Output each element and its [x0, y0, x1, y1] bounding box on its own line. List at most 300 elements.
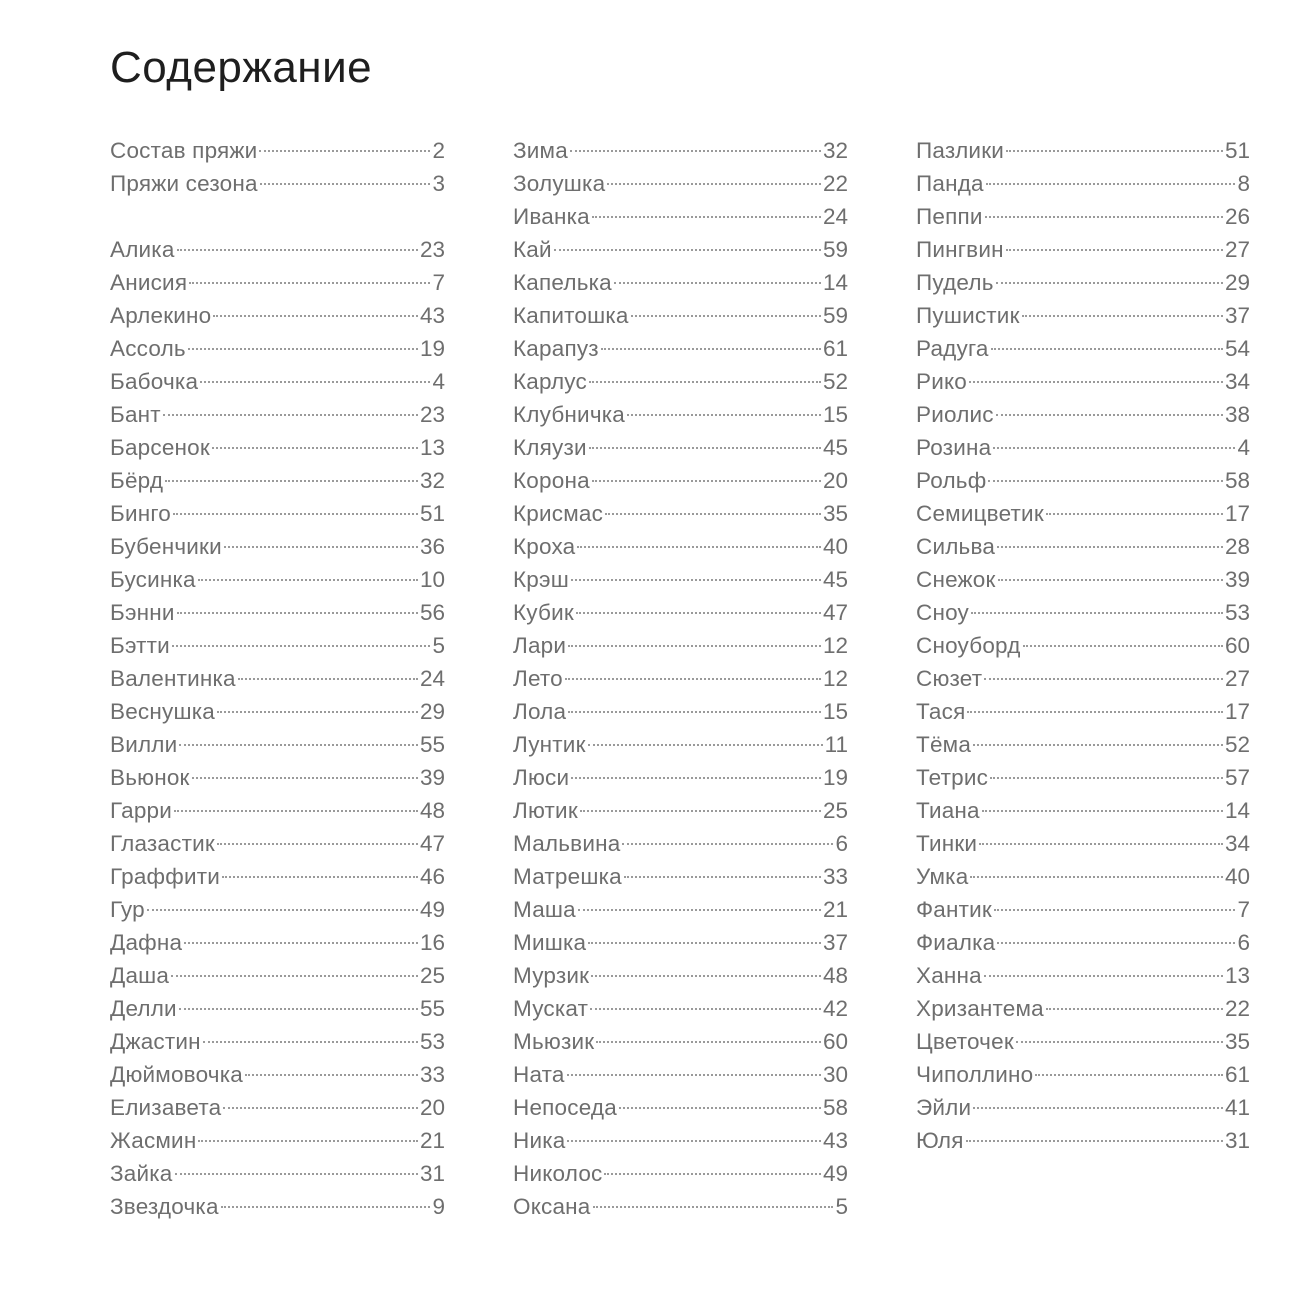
toc-entry — [513, 695, 848, 728]
toc-entry-page-number: 24 — [822, 204, 848, 229]
toc-entry-title: Бэтти — [110, 633, 170, 658]
toc-entry — [110, 695, 445, 728]
toc-entry-page-number: 52 — [822, 369, 848, 394]
toc-entry — [110, 365, 445, 398]
dot-leader — [1006, 249, 1223, 251]
toc-entry-page-number: 19 — [419, 336, 445, 361]
toc-entry-page-number: 36 — [419, 534, 445, 559]
toc-entry-title: Цветочек — [916, 1029, 1014, 1054]
toc-entry-title: Ханна — [916, 963, 982, 988]
dot-leader — [165, 480, 418, 482]
toc-entry-title: Сноу — [916, 600, 969, 625]
toc-entry-title: Люси — [513, 765, 570, 790]
toc-entry-title: Иванка — [513, 204, 590, 229]
toc-entry — [513, 959, 848, 992]
toc-entry-title: Тетрис — [916, 765, 989, 790]
toc-entry-page-number: 53 — [1224, 600, 1250, 625]
toc-entry-title: Капелька — [513, 270, 612, 295]
toc-entry-page-number: 17 — [1224, 501, 1250, 526]
toc-entry-title: Сюзет — [916, 666, 983, 691]
dot-leader — [173, 513, 418, 515]
toc-entry-title: Золушка — [513, 171, 606, 196]
dot-leader — [1035, 1074, 1223, 1076]
toc-entry — [916, 563, 1250, 596]
toc-entry-page-number: 51 — [419, 501, 445, 526]
toc-entry-title: Рольф — [916, 468, 987, 493]
toc-entry — [110, 530, 445, 563]
toc-entry — [513, 1157, 848, 1190]
toc-entry-page-number: 32 — [419, 468, 445, 493]
toc-entry-title: Фантик — [916, 897, 992, 922]
toc-entry — [110, 431, 445, 464]
toc-entry — [513, 1058, 848, 1091]
toc-entry — [110, 167, 445, 200]
dot-leader — [1023, 645, 1223, 647]
toc-entry-page-number: 35 — [822, 501, 848, 526]
toc-entry-page-number: 26 — [1224, 204, 1250, 229]
dot-leader — [1006, 150, 1223, 152]
dot-leader — [607, 183, 821, 185]
toc-entry — [916, 860, 1250, 893]
toc-entry-page-number: 12 — [822, 633, 848, 658]
toc-entry — [110, 1190, 445, 1223]
dot-leader — [986, 183, 1236, 185]
toc-entry-title: Тёма — [916, 732, 972, 757]
toc-entry-title: Елизавета — [110, 1095, 222, 1120]
toc-entry-page-number: 48 — [419, 798, 445, 823]
toc-entry-page-number: 27 — [1224, 666, 1250, 691]
toc-entry-title: Тинки — [916, 831, 978, 856]
toc-entry-page-number: 16 — [419, 930, 445, 955]
toc-entry-page-number: 25 — [822, 798, 848, 823]
toc-entry-title: Фиалка — [916, 930, 996, 955]
toc-entry-page-number: 37 — [1224, 303, 1250, 328]
toc-entry — [916, 1025, 1250, 1058]
toc-entry-title: Радуга — [916, 336, 989, 361]
toc-entry — [513, 728, 848, 761]
toc-intro-list — [110, 134, 445, 200]
dot-leader — [147, 909, 418, 911]
toc-entry-page-number: 21 — [822, 897, 848, 922]
toc-column-1 — [110, 134, 445, 1223]
toc-section-gap — [110, 200, 445, 233]
dot-leader — [1046, 1008, 1223, 1010]
toc-entry-title: Тиана — [916, 798, 980, 823]
toc-entry-title: Сноуборд — [916, 633, 1021, 658]
toc-entry — [916, 167, 1250, 200]
toc-entry — [513, 167, 848, 200]
toc-entry-page-number: 37 — [822, 930, 848, 955]
dot-leader — [571, 777, 821, 779]
toc-entry — [110, 1157, 445, 1190]
toc-entry — [110, 398, 445, 431]
toc-entry-title: Мальвина — [513, 831, 621, 856]
toc-entry-page-number: 34 — [1224, 369, 1250, 394]
dot-leader — [979, 843, 1223, 845]
toc-entry-page-number: 41 — [1224, 1095, 1250, 1120]
dot-leader — [627, 414, 821, 416]
toc-entry-title: Мурзик — [513, 963, 590, 988]
toc-entry-title: Кляузи — [513, 435, 587, 460]
dot-leader — [590, 1008, 821, 1010]
toc-entry — [513, 926, 848, 959]
dot-leader — [592, 480, 821, 482]
toc-entry — [513, 761, 848, 794]
toc-entry-page-number: 32 — [822, 138, 848, 163]
toc-entry — [110, 332, 445, 365]
toc-entry-page-number: 2 — [432, 138, 445, 163]
toc-entry-page-number: 56 — [419, 600, 445, 625]
toc-entry — [513, 1025, 848, 1058]
dot-leader — [1046, 513, 1223, 515]
toc-entry — [513, 497, 848, 530]
toc-entry-title: Арлекино — [110, 303, 212, 328]
toc-entry-title: Зайка — [110, 1161, 173, 1186]
toc-entry-page-number: 45 — [822, 435, 848, 460]
toc-entry-title: Крисмас — [513, 501, 604, 526]
dot-leader — [996, 282, 1223, 284]
toc-entry-title: Валентинка — [110, 666, 236, 691]
toc-entry-title: Сильва — [916, 534, 996, 559]
dot-leader — [224, 546, 418, 548]
toc-entry-page-number: 61 — [822, 336, 848, 361]
dot-leader — [179, 1008, 418, 1010]
toc-entry — [110, 464, 445, 497]
toc-entry — [916, 1091, 1250, 1124]
toc-entry — [513, 893, 848, 926]
toc-entry-title: Клубничка — [513, 402, 625, 427]
toc-entry-page-number: 52 — [1224, 732, 1250, 757]
toc-entry — [110, 497, 445, 530]
toc-entry-title: Маша — [513, 897, 576, 922]
toc-entry-title: Мьюзик — [513, 1029, 595, 1054]
toc-entry-page-number: 45 — [822, 567, 848, 592]
toc-entry-page-number: 61 — [1224, 1062, 1250, 1087]
toc-entry-page-number: 29 — [1224, 270, 1250, 295]
toc-entry-title: Эйли — [916, 1095, 972, 1120]
dot-leader — [967, 711, 1222, 713]
dot-leader — [188, 348, 418, 350]
toc-entry-title: Умка — [916, 864, 969, 889]
toc-entry-title: Дюймовочка — [110, 1062, 243, 1087]
toc-entry-page-number: 9 — [432, 1194, 445, 1219]
dot-leader — [1016, 1041, 1223, 1043]
toc-entry-title: Юля — [916, 1128, 964, 1153]
toc-entry — [110, 233, 445, 266]
toc-entry-page-number: 17 — [1224, 699, 1250, 724]
toc-entry — [916, 497, 1250, 530]
toc-entry-page-number: 19 — [822, 765, 848, 790]
toc-entry — [916, 662, 1250, 695]
toc-entry-page-number: 4 — [432, 369, 445, 394]
toc-entry-title: Бант — [110, 402, 161, 427]
dot-leader — [570, 150, 821, 152]
toc-entry-page-number: 15 — [822, 699, 848, 724]
toc-entry — [916, 761, 1250, 794]
toc-entry-title: Бусинка — [110, 567, 196, 592]
toc-entry — [110, 959, 445, 992]
toc-entry-title: Матрешка — [513, 864, 622, 889]
dot-leader — [589, 381, 821, 383]
toc-entry-page-number: 11 — [824, 732, 848, 757]
dot-leader — [997, 546, 1223, 548]
dot-leader — [571, 579, 821, 581]
toc-entry-title: Анисия — [110, 270, 188, 295]
dot-leader — [985, 216, 1223, 218]
toc-entry-title: Лола — [513, 699, 567, 724]
toc-entry — [513, 662, 848, 695]
toc-entry-title: Состав пряжи — [110, 138, 258, 163]
toc-entry-page-number: 38 — [1224, 402, 1250, 427]
toc-entry-title: Бабочка — [110, 369, 199, 394]
toc-entry — [916, 1124, 1250, 1157]
toc-entry — [916, 464, 1250, 497]
dot-leader — [973, 1107, 1223, 1109]
toc-entry-title: Бёрд — [110, 468, 164, 493]
toc-entry — [916, 200, 1250, 233]
dot-leader — [184, 942, 418, 944]
dot-leader — [163, 414, 418, 416]
toc-entry-title: Зима — [513, 138, 568, 163]
toc-entry-page-number: 58 — [1224, 468, 1250, 493]
toc-entry — [916, 728, 1250, 761]
toc-entry — [916, 332, 1250, 365]
toc-entry — [110, 596, 445, 629]
dot-leader — [971, 612, 1223, 614]
dot-leader — [568, 711, 821, 713]
toc-entry-page-number: 55 — [419, 732, 445, 757]
toc-entry-page-number: 5 — [835, 1194, 848, 1219]
dot-leader — [591, 975, 821, 977]
toc-entry — [513, 992, 848, 1025]
dot-leader — [179, 744, 418, 746]
toc-entry-title: Лунтик — [513, 732, 586, 757]
toc-entry — [110, 266, 445, 299]
toc-entry — [916, 266, 1250, 299]
toc-list-column-2 — [513, 134, 848, 1223]
dot-leader — [198, 579, 418, 581]
toc-entry-page-number: 33 — [419, 1062, 445, 1087]
toc-entry-title: Вьюнок — [110, 765, 190, 790]
toc-entry-page-number: 46 — [419, 864, 445, 889]
toc-entry — [916, 1058, 1250, 1091]
toc-entry — [110, 860, 445, 893]
toc-entry — [513, 200, 848, 233]
toc-entry-title: Делли — [110, 996, 177, 1021]
dot-leader — [177, 612, 418, 614]
toc-entry-title: Снежок — [916, 567, 996, 592]
toc-entry-title: Глазастик — [110, 831, 215, 856]
toc-entry-title: Гарри — [110, 798, 173, 823]
toc-entry-page-number: 4 — [1237, 435, 1250, 460]
toc-entry — [916, 695, 1250, 728]
toc-entry — [513, 1190, 848, 1223]
dot-leader — [997, 942, 1235, 944]
toc-entry — [110, 827, 445, 860]
toc-entry-page-number: 49 — [419, 897, 445, 922]
toc-entry-page-number: 60 — [822, 1029, 848, 1054]
toc-entry — [916, 134, 1250, 167]
toc-entry-page-number: 21 — [419, 1128, 445, 1153]
dot-leader — [174, 810, 418, 812]
toc-entry — [513, 299, 848, 332]
toc-column-2 — [513, 134, 848, 1223]
dot-leader — [221, 1206, 431, 1208]
dot-leader — [990, 777, 1223, 779]
toc-entry — [110, 1124, 445, 1157]
dot-leader — [588, 942, 821, 944]
toc-entry-page-number: 57 — [1224, 765, 1250, 790]
dot-leader — [994, 909, 1236, 911]
dot-leader — [589, 447, 821, 449]
toc-entry-page-number: 58 — [822, 1095, 848, 1120]
dot-leader — [172, 645, 431, 647]
toc-entry — [916, 629, 1250, 662]
toc-entry-page-number: 54 — [1224, 336, 1250, 361]
toc-entry-title: Дафна — [110, 930, 183, 955]
dot-leader — [578, 909, 821, 911]
toc-entry-page-number: 23 — [419, 402, 445, 427]
dot-leader — [192, 777, 418, 779]
dot-leader — [982, 810, 1223, 812]
toc-entry — [110, 1058, 445, 1091]
toc-entry — [513, 530, 848, 563]
toc-entry-title: Ассоль — [110, 336, 186, 361]
toc-entry-page-number: 7 — [1237, 897, 1250, 922]
toc-entry-title: Кроха — [513, 534, 576, 559]
dot-leader — [614, 282, 821, 284]
toc-entry-page-number: 20 — [419, 1095, 445, 1120]
toc-entry-title: Карапуз — [513, 336, 599, 361]
toc-entry — [513, 464, 848, 497]
toc-entry — [110, 926, 445, 959]
toc-entry-title: Лари — [513, 633, 567, 658]
toc-entry — [110, 992, 445, 1025]
toc-entry — [513, 431, 848, 464]
toc-entry-title: Барсенок — [110, 435, 210, 460]
toc-entry-title: Жасмин — [110, 1128, 197, 1153]
toc-entry-title: Семицветик — [916, 501, 1044, 526]
dot-leader — [203, 1041, 418, 1043]
dot-leader — [189, 282, 430, 284]
toc-entry-page-number: 47 — [822, 600, 848, 625]
toc-entry-title: Чиполлино — [916, 1062, 1034, 1087]
toc-entry — [916, 794, 1250, 827]
toc-entry-page-number: 15 — [822, 402, 848, 427]
dot-leader — [973, 744, 1223, 746]
toc-entry-page-number: 12 — [822, 666, 848, 691]
toc-entry-page-number: 7 — [432, 270, 445, 295]
toc-entry — [513, 134, 848, 167]
toc-entry-page-number: 13 — [419, 435, 445, 460]
toc-entry-title: Крэш — [513, 567, 569, 592]
toc-entry — [110, 893, 445, 926]
dot-leader — [998, 579, 1223, 581]
toc-entry-page-number: 39 — [1224, 567, 1250, 592]
toc-entry — [513, 1124, 848, 1157]
toc-entry-page-number: 59 — [822, 237, 848, 262]
toc-entry-title: Ника — [513, 1128, 566, 1153]
toc-entry-title: Кубик — [513, 600, 574, 625]
toc-entry-title: Бубенчики — [110, 534, 222, 559]
dot-leader — [592, 216, 821, 218]
toc-entry-page-number: 22 — [822, 171, 848, 196]
toc-entry-page-number: 6 — [1237, 930, 1250, 955]
dot-leader — [213, 315, 418, 317]
dot-leader — [601, 348, 821, 350]
toc-list-column-1 — [110, 233, 445, 1223]
toc-entry-page-number: 47 — [419, 831, 445, 856]
dot-leader — [200, 381, 430, 383]
toc-entry-title: Веснушка — [110, 699, 215, 724]
toc-entry — [916, 827, 1250, 860]
toc-entry-title: Пушистик — [916, 303, 1020, 328]
toc-entry-page-number: 34 — [1224, 831, 1250, 856]
toc-entry-title: Рико — [916, 369, 967, 394]
toc-entry-page-number: 53 — [419, 1029, 445, 1054]
toc-entry-title: Корона — [513, 468, 590, 493]
toc-entry-page-number: 59 — [822, 303, 848, 328]
toc-entry-page-number: 3 — [432, 171, 445, 196]
toc-entry-page-number: 22 — [1224, 996, 1250, 1021]
dot-leader — [212, 447, 418, 449]
dot-leader — [984, 678, 1223, 680]
toc-entry — [916, 926, 1250, 959]
toc-entry-title: Бинго — [110, 501, 171, 526]
toc-entry-page-number: 30 — [822, 1062, 848, 1087]
toc-entry-page-number: 14 — [1224, 798, 1250, 823]
dot-leader — [554, 249, 821, 251]
toc-entry-title: Лютик — [513, 798, 578, 823]
dot-leader — [631, 315, 821, 317]
toc-entry — [110, 299, 445, 332]
dot-leader — [970, 876, 1223, 878]
toc-entry — [513, 794, 848, 827]
toc-entry-page-number: 20 — [822, 468, 848, 493]
dot-leader — [222, 876, 418, 878]
toc-entry — [110, 1091, 445, 1124]
toc-entry-title: Карлус — [513, 369, 587, 394]
toc-entry-title: Джастин — [110, 1029, 201, 1054]
toc-entry-page-number: 51 — [1224, 138, 1250, 163]
dot-leader — [996, 414, 1223, 416]
toc-entry-title: Тася — [916, 699, 966, 724]
toc-entry-title: Панда — [916, 171, 984, 196]
dot-leader — [198, 1140, 418, 1142]
toc-entry-title: Лето — [513, 666, 563, 691]
dot-leader — [580, 810, 821, 812]
toc-entry-page-number: 49 — [822, 1161, 848, 1186]
toc-entry-title: Пряжи сезона — [110, 171, 258, 196]
toc-entry-page-number: 24 — [419, 666, 445, 691]
toc-entry-page-number: 28 — [1224, 534, 1250, 559]
toc-entry-page-number: 13 — [1224, 963, 1250, 988]
toc-entry — [916, 233, 1250, 266]
dot-leader — [260, 183, 431, 185]
toc-entry-title: Звездочка — [110, 1194, 219, 1219]
dot-leader — [259, 150, 430, 152]
toc-entry — [513, 827, 848, 860]
toc-entry-title: Бэнни — [110, 600, 175, 625]
toc-entry-page-number: 42 — [822, 996, 848, 1021]
toc-entry — [110, 728, 445, 761]
dot-leader — [217, 711, 418, 713]
toc-entry — [513, 1091, 848, 1124]
toc-entry-title: Кай — [513, 237, 552, 262]
dot-leader — [588, 744, 823, 746]
toc-entry-page-number: 43 — [419, 303, 445, 328]
dot-leader — [245, 1074, 418, 1076]
